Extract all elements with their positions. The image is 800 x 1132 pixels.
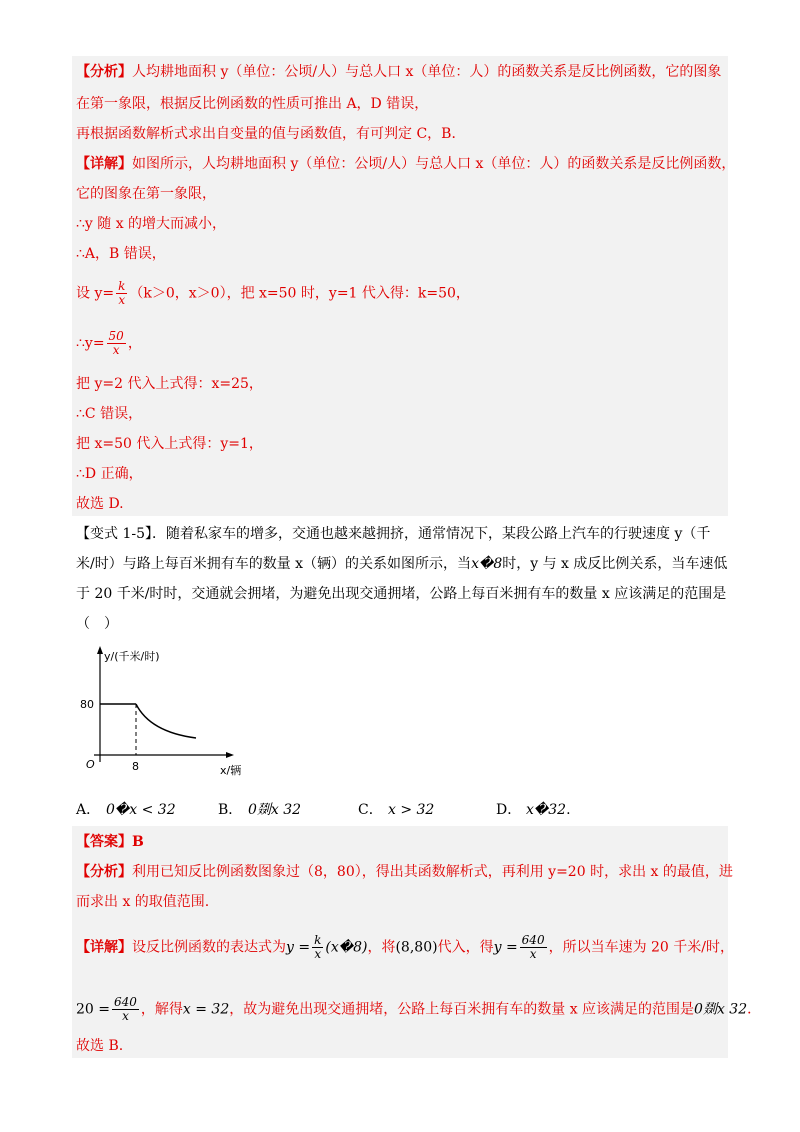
step-2: ∴A，B 错误，: [76, 246, 166, 262]
inverse-curve: [136, 704, 196, 738]
frac-den: x: [118, 293, 126, 307]
answer-line: 【答案】B: [76, 834, 144, 850]
x-axis-label: x/辆: [220, 764, 242, 777]
fraction-k-over-x: [116, 280, 127, 307]
step-4-pre: ∴y=: [76, 335, 105, 352]
option-d-label: D．: [496, 802, 522, 818]
question-line-2: [76, 554, 727, 574]
step-7: 把 x=50 代入上式得：y=1，: [76, 436, 263, 452]
step-1: ∴y 随 x 的增大而减小，: [76, 216, 227, 232]
detail2-line-1: [76, 934, 734, 961]
d1-mid: ，将: [367, 939, 396, 956]
detail-text: 如图所示，人均耕地面积 y（单位：公顷/人）与总人口 x（单位：人）的函数关系是反比例函数，: [132, 156, 736, 172]
d1-point: (8,80): [395, 939, 438, 956]
d2-fraction: [112, 996, 139, 1023]
option-b-label: B．: [218, 802, 243, 818]
option-c-math: x > 32: [388, 802, 435, 818]
analysis2-text: 利用已知反比例函数图象过（8，80），得出其函数解析式，再利用 y=20 时，求出 x 的最值，进: [132, 864, 733, 880]
d1-pre: 设反比例函数的表达式为: [132, 939, 286, 956]
frac-num: k: [314, 933, 322, 947]
d1-cond: (x�8): [325, 939, 368, 956]
x-axis-arrow: [226, 752, 234, 758]
d2-solution: x = 32: [182, 1001, 230, 1018]
y-axis-arrow: [97, 646, 103, 654]
option-b-math: 0剟x 32: [248, 802, 302, 818]
fraction-50-over-x: [107, 330, 126, 357]
d1-post: ，所以当车速为 20 千米/时，: [548, 939, 735, 956]
analysis2-line-1: [76, 862, 733, 882]
frac-num: 640: [521, 933, 545, 947]
analysis-line-1: [76, 62, 721, 82]
step-3-post: （k＞0，x＞0），把 x=50 时，y=1 代入得：k=50，: [129, 285, 470, 302]
d1-eq2: y =: [493, 939, 518, 956]
step-3: [76, 280, 470, 307]
frac-den: x: [529, 947, 537, 961]
d2-mid: ，解得: [140, 1001, 183, 1018]
analysis-text: 人均耕地面积 y（单位：公顷/人）与总人口 x（单位：人）的函数关系是反比例函数，它的图象: [132, 64, 722, 80]
frac-num: 640: [114, 995, 137, 1009]
question-l2-pre: 米/时）与路上每百米拥有车的数量 x（辆）的关系如图所示，当: [76, 556, 472, 572]
detail-tag: 【详解】: [76, 156, 132, 172]
detail2-tag: 【详解】: [76, 939, 132, 956]
step-6: ∴C 错误，: [76, 406, 143, 422]
d1-fraction-2: [520, 934, 547, 961]
step-8: ∴D 正确，: [76, 466, 143, 482]
detail-line-1: [76, 154, 735, 174]
d1-eq: y =: [286, 939, 311, 956]
option-d-end: .: [566, 802, 571, 818]
origin-label: O: [86, 758, 95, 771]
y-tick-80: 80: [80, 698, 94, 711]
x-tick-8: 8: [132, 760, 139, 773]
step-5: 把 y=2 代入上式得：x=25，: [76, 376, 263, 392]
question-line-1: 【变式 1-5】．随着私家车的增多，交通也越来越拥挤，通常情况下，某段公路上汽车的行驶速度 y（千: [76, 526, 711, 542]
option-d-math: x�32: [526, 802, 567, 818]
step-4: [76, 330, 142, 357]
question-l2-post: 时，y 与 x 成反比例关系，当车速低: [502, 556, 728, 572]
d2-pre: 20 =: [76, 1001, 110, 1018]
option-c-label: C．: [358, 802, 383, 818]
option-a-math: 0�x < 32: [106, 802, 176, 818]
frac-num: 50: [108, 329, 124, 343]
options-row: [76, 800, 571, 820]
final-line: 故选 B.: [76, 1038, 124, 1054]
y-axis-label: y/(千米/时): [104, 650, 160, 663]
question-l2-math: x�8: [471, 556, 503, 572]
analysis2-tag: 【分析】: [76, 864, 132, 880]
option-a-label: A．: [76, 802, 101, 818]
frac-den: x: [112, 343, 120, 357]
analysis-tag: 【分析】: [76, 64, 132, 80]
detail2-line-2: [76, 996, 761, 1023]
step-4-post: ，: [127, 335, 142, 352]
frac-den: x: [122, 1009, 129, 1023]
d2-end: ．: [747, 1001, 762, 1018]
detail-line-2: 它的图象在第一象限，: [76, 186, 216, 202]
speed-graph: [78, 640, 278, 780]
step-9: 故选 D.: [76, 496, 124, 512]
d2-range: 0剟x 32: [694, 1001, 748, 1018]
step-3-pre: 设 y=: [76, 285, 115, 302]
analysis2-line-2: 而求出 x 的取值范围.: [76, 894, 210, 910]
analysis-line-2: 在第一象限，根据反比例函数的性质可推出 A，D 错误，: [76, 96, 429, 112]
frac-num: k: [118, 279, 126, 293]
analysis-line-3: 再根据函数解析式求出自变量的值与函数值，有可判定 C，B．: [76, 126, 466, 142]
d1-mid2: 代入，得: [437, 939, 494, 956]
question-line-4: （ ）: [76, 616, 118, 632]
question-line-3: 于 20 千米/时时，交通就会拥堵，为避免出现交通拥堵，公路上每百米拥有车的数量 x 应该满足的范围是: [76, 586, 727, 602]
frac-den: x: [314, 947, 322, 961]
d2-post: ，故为避免出现交通拥堵，公路上每百米拥有车的数量 x 应该满足的范围是: [229, 1001, 695, 1018]
d1-fraction: [312, 934, 323, 961]
